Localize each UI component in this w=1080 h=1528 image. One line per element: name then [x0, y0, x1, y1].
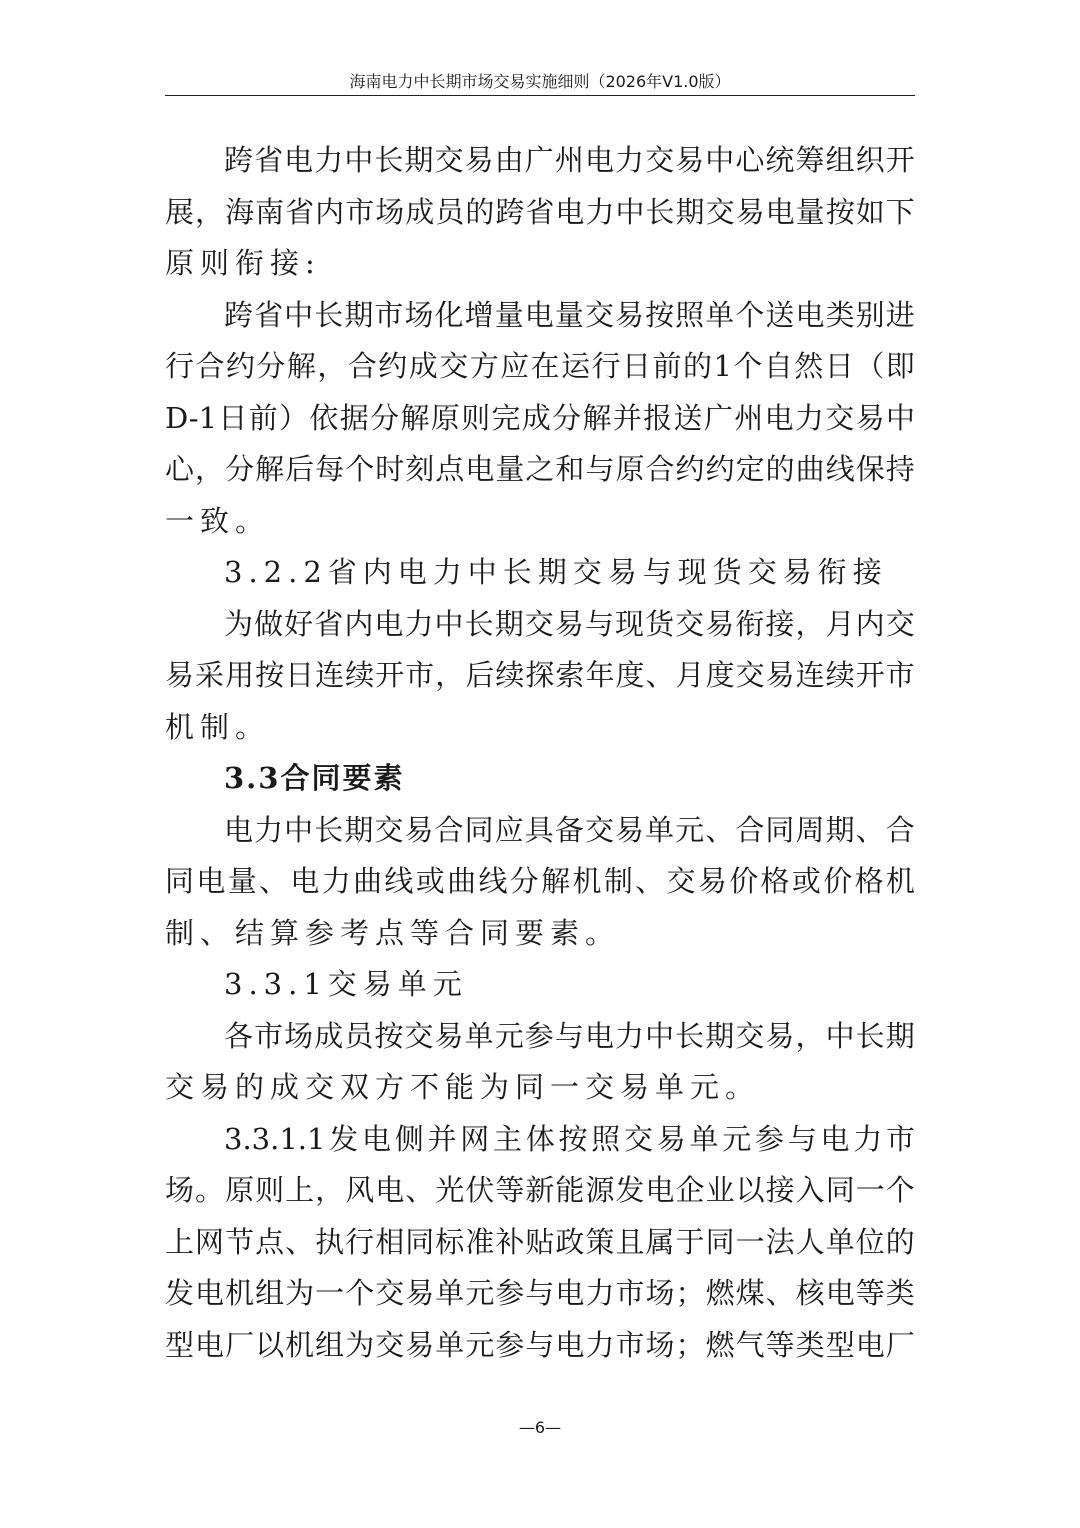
text-line: 上 网 节 点 、 执 行 相 同 标 准 补 贴 政 策 且 属 于 同 一 法 人 单 位 的 — [165, 1224, 915, 1259]
text-line: 各 市 场 成 员 按 交 易 单 元 参 与 电 力 中 长 期 交 易 ， 中 长 期 — [224, 1018, 915, 1053]
text-line: 电 力 中 长 期 交 易 合 同 应 具 备 交 易 单 元 、 合 同 周 期 、 合 — [224, 812, 915, 847]
header-divider — [165, 95, 915, 96]
text-line: 制、结算参考点等合同要素。 — [165, 915, 621, 950]
text-line: 跨 省 电 力 中 长 期 交 易 由 广 州 电 力 交 易 中 心 统 筹 组 织 开 — [224, 143, 915, 177]
page-number: —6— — [518, 1418, 562, 1437]
text-line: 3.2.2省内电力中长期交易与现货交易衔接 — [224, 555, 888, 589]
text-line: 原则衔接: — [165, 246, 321, 280]
text-line: 发 电 机 组 为 一 个 交 易 单 元 参 与 电 力 市 场 ； 燃 煤 、 核 电 等 类 — [165, 1276, 915, 1310]
section-heading: 3.3合同要素 — [224, 761, 405, 795]
text-line: 为 做 好 省 内 电 力 中 长 期 交 易 与 现 货 交 易 衔 接 ， 月 内 交 — [224, 606, 915, 641]
text-line: 机制。 — [165, 709, 271, 744]
text-line: 行 合 约 分 解 ， 合 约 成 交 方 应 在 运 行 日 前 的 1 个 自 然 日 （ 即 — [165, 349, 915, 383]
text-line: 3.3.1交易单元 — [224, 967, 468, 1001]
text-line: 3.3.1.1 发 电 侧 并 网 主 体 按 照 交 易 单 元 参 与 电 力 市 — [224, 1121, 915, 1156]
text-line: 场 。 原 则 上 ， 风 电 、 光 伏 等 新 能 源 发 电 企 业 以 接 入 同 一 个 — [165, 1173, 915, 1207]
text-line: 心 ， 分 解 后 每 个 时 刻 点 电 量 之 和 与 原 合 约 约 定 的 曲 线 保 持 — [165, 452, 915, 486]
text-line: 展 ， 海 南 省 内 市 场 成 员 的 跨 省 电 力 中 长 期 交 易 电 量 按 如 下 — [165, 194, 915, 229]
text-line: 一致。 — [165, 503, 271, 538]
text-line: 型 电 厂 以 机 组 为 交 易 单 元 参 与 电 力 市 场 ； 燃 气 等 类 型 电 厂 — [165, 1327, 915, 1362]
text-line: D-1 日 前 ） 依 据 分 解 原 则 完 成 分 解 并 报 送 广 州 电 力 交 易 中 — [165, 400, 915, 435]
text-line: 同 电 量 、 电 力 曲 线 或 曲 线 分 解 机 制 、 交 易 价 格 或 价 格 机 — [165, 864, 915, 898]
page-header: 海南电力中长期市场交易实施细则（2026年V1.0版） — [349, 72, 731, 91]
text-line: 交易的成交双方不能为同一交易单元。 — [165, 1070, 761, 1104]
document-body — [165, 135, 915, 1371]
text-line: 跨 省 中 长 期 市 场 化 增 量 电 量 交 易 按 照 单 个 送 电 类 别 进 — [224, 297, 915, 332]
text-line: 易 采 用 按 日 连 续 开 市 ， 后 续 探 索 年 度 、 月 度 交 易 连 续 开 市 — [165, 658, 915, 692]
